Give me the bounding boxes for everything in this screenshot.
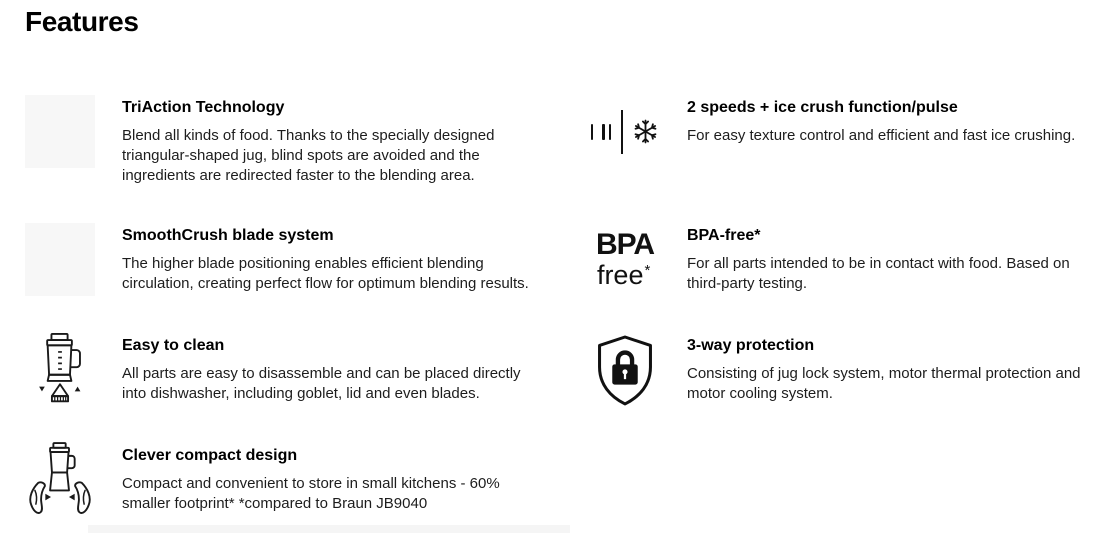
bpa-free-badge-icon [590,223,660,296]
feature-image-placeholder [25,223,95,296]
bpa-badge-line2: free* [596,259,651,290]
bpa-badge-line1: BPA [595,227,655,261]
blender-disassembled-icon [25,333,95,406]
feature-easy-to-clean [25,333,565,406]
speed-2-bars-icon [602,124,611,140]
speeds-ice-crush-icon-inner [591,110,659,154]
feature-smoothcrush [25,223,565,296]
feature-description: For all parts intended to be in contact with food. Based on third-party testing. [687,255,1070,292]
feature-text-block [122,443,547,514]
feature-title: SmoothCrush blade system [122,227,334,244]
shield-lock-icon [590,333,660,406]
feature-3-way-protection [590,333,1090,406]
page-title: Features [25,6,139,37]
snowflake-icon [632,118,659,145]
bpa-free-badge [595,227,655,290]
feature-description: All parts are easy to disassemble and can be placed directly into dishwasher, including goblet, lid and even blades. [122,365,521,402]
blender-compact-hands-icon [25,443,95,516]
feature-description: Blend all kinds of food. Thanks to the specially designed triangular-shaped jug, blind spots are avoided and the ingredients are redirected faster to the blending area. [122,127,495,184]
feature-description: Compact and convenient to store in small kitchens - 60% smaller footprint* *compared to Braun JB9040 [122,475,500,512]
divider [621,110,623,154]
feature-title: 3-way protection [687,337,815,354]
speed-1-bar-icon [591,124,593,140]
feature-bpa-free [590,223,1090,296]
feature-text-block [687,333,1090,404]
feature-title: TriAction Technology [122,99,285,116]
feature-speeds-ice-crush [590,95,1090,168]
feature-title: BPA-free* [687,227,761,244]
feature-triaction [25,95,565,186]
features-grid [25,95,1090,516]
feature-title: 2 speeds + ice crush function/pulse [687,99,958,116]
feature-text-block [687,95,1075,146]
feature-description: For easy texture control and efficient and fast ice crushing. [687,127,1076,144]
feature-description: The higher blade positioning enables efficient blending circulation, creating perfect flow for optimum blending results. [122,255,529,292]
feature-image-placeholder [25,95,95,168]
feature-text-block [687,223,1090,294]
speeds-ice-crush-icon [590,95,660,168]
next-section-edge [88,525,570,533]
feature-text-block [122,333,547,404]
feature-text-block [122,95,547,186]
feature-title: Easy to clean [122,337,225,354]
asterisk: * [644,261,651,279]
feature-title: Clever compact design [122,447,298,464]
feature-text-block [122,223,547,294]
feature-description: Consisting of jug lock system, motor thermal protection and motor cooling system. [687,365,1081,402]
feature-compact-design [25,443,565,516]
